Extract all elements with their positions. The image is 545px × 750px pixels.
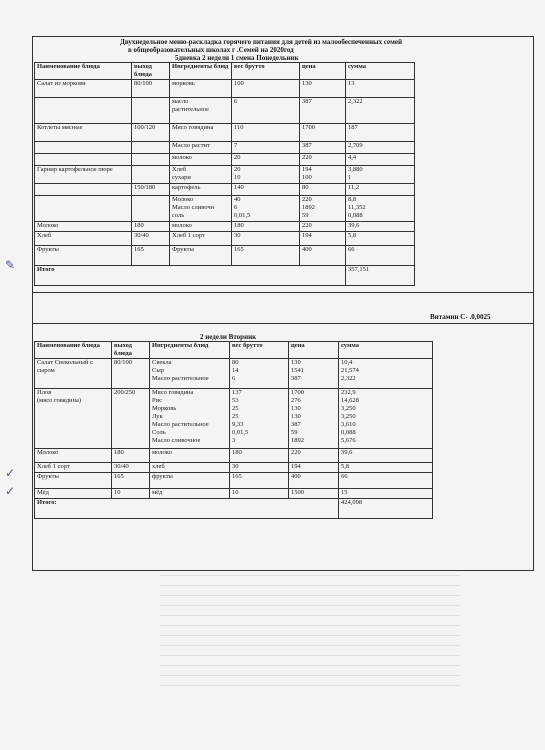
dish-cell: Молоко bbox=[35, 222, 132, 232]
checkmark-icon: ✓ bbox=[5, 484, 16, 498]
total-row bbox=[35, 499, 433, 519]
dish-cell bbox=[35, 184, 132, 196]
sum-cell: 13 bbox=[346, 80, 415, 98]
weight-cell: 180 bbox=[230, 449, 289, 463]
dish-cell: Фрукты bbox=[35, 473, 112, 489]
total-label: Итого: bbox=[35, 499, 339, 519]
weight-cell: 10 bbox=[230, 489, 289, 499]
table-row bbox=[35, 473, 433, 489]
sum-cell: 4,4 bbox=[346, 154, 415, 166]
dish-cell: Гарнир картофельное пюре bbox=[35, 166, 132, 184]
ing-cell: Хлеб сухари bbox=[170, 166, 232, 184]
dish-cell: Хлеб bbox=[35, 232, 132, 246]
col-out: выход блюда bbox=[132, 63, 170, 80]
price-cell: 220 1892 59 bbox=[300, 196, 346, 222]
weight-cell: 20 10 bbox=[232, 166, 300, 184]
col-ing: Ингредиенты блюд bbox=[170, 63, 232, 80]
total-row bbox=[35, 266, 415, 286]
price-cell: 194 bbox=[300, 232, 346, 246]
reverse-side-bleed bbox=[160, 575, 460, 725]
ing-cell: Мясо говядина bbox=[170, 124, 232, 142]
sum-cell: 39,6 bbox=[339, 449, 433, 463]
col-out: выход блюда bbox=[112, 342, 150, 359]
dish-cell: Мёд bbox=[35, 489, 112, 499]
day2-table bbox=[34, 341, 433, 519]
col-ing: Ингредиенты блюд bbox=[150, 342, 230, 359]
price-cell: 220 bbox=[300, 154, 346, 166]
sum-cell: 15 bbox=[339, 489, 433, 499]
ing-cell: молоко bbox=[150, 449, 230, 463]
table-row bbox=[35, 463, 433, 473]
weight-cell: 6 bbox=[232, 98, 300, 124]
vitamin-note: Витамин С- .0,0025 bbox=[430, 313, 491, 321]
col-dish: Наименование блюда bbox=[35, 63, 132, 80]
dish-cell bbox=[35, 142, 132, 154]
price-cell: 194 bbox=[289, 463, 339, 473]
pen-mark-icon: ✎ bbox=[5, 258, 16, 272]
col-sum: сумма bbox=[339, 342, 433, 359]
table-row bbox=[35, 184, 415, 196]
out-cell: 100/120 bbox=[132, 124, 170, 142]
sum-cell: 3,880 1 bbox=[346, 166, 415, 184]
out-cell bbox=[132, 142, 170, 154]
dish-cell: Хлеб 1 сорт bbox=[35, 463, 112, 473]
out-cell: 180 bbox=[112, 449, 150, 463]
price-cell: 220 bbox=[300, 222, 346, 232]
weight-cell: 137 53 25 25 9,33 0,01,5 3 bbox=[230, 389, 289, 449]
weight-cell: 30 bbox=[232, 232, 300, 246]
dish-cell: Фрукты bbox=[35, 246, 132, 266]
weight-cell: 40 6 0,01,5 bbox=[232, 196, 300, 222]
dish-cell: Плов (мясо говядина) bbox=[35, 389, 112, 449]
out-cell: 165 bbox=[112, 473, 150, 489]
ing-cell: Молоко Масло сливочн соль bbox=[170, 196, 232, 222]
sum-cell: 232,9 14,628 3,250 3,250 3,610 0,088 5,676 bbox=[339, 389, 433, 449]
col-weight: вес брутто bbox=[230, 342, 289, 359]
weight-cell: 20 bbox=[232, 154, 300, 166]
out-cell: 10 bbox=[112, 489, 150, 499]
table-row bbox=[35, 389, 433, 449]
col-dish: Наименование блюда bbox=[35, 342, 112, 359]
day2-header-row bbox=[35, 342, 433, 359]
sum-cell: 66 bbox=[346, 246, 415, 266]
weight-cell: 7 bbox=[232, 142, 300, 154]
menu-title-line3: 5дневка 2 недели 1 смена Понедельник bbox=[175, 54, 299, 62]
table-row bbox=[35, 142, 415, 154]
weight-cell: 165 bbox=[232, 246, 300, 266]
dish-cell bbox=[35, 154, 132, 166]
table-row bbox=[35, 154, 415, 166]
out-cell: 80/100 bbox=[112, 359, 150, 389]
sum-cell: 8,8 11,352 0,088 bbox=[346, 196, 415, 222]
out-cell bbox=[132, 98, 170, 124]
table-row bbox=[35, 80, 415, 98]
table-row bbox=[35, 359, 433, 389]
ing-cell: Свекла Сыр Масло растительное bbox=[150, 359, 230, 389]
table-row bbox=[35, 196, 415, 222]
out-cell bbox=[132, 196, 170, 222]
day1-table bbox=[34, 62, 415, 286]
menu-title-line2: в общеобразовательных школах г .Семей на 2020год bbox=[128, 46, 294, 54]
table-row bbox=[35, 246, 415, 266]
sum-cell: 11,2 bbox=[346, 184, 415, 196]
table-row bbox=[35, 98, 415, 124]
price-cell: 387 bbox=[300, 142, 346, 154]
dish-cell bbox=[35, 98, 132, 124]
day1-header-row bbox=[35, 63, 415, 80]
divider bbox=[32, 323, 534, 324]
weight-cell: 140 bbox=[232, 184, 300, 196]
price-cell: 387 bbox=[300, 98, 346, 124]
ing-cell: морковь bbox=[170, 80, 232, 98]
table-row bbox=[35, 489, 433, 499]
sum-cell: 39,6 bbox=[346, 222, 415, 232]
price-cell: 80 bbox=[300, 184, 346, 196]
price-cell: 220 bbox=[289, 449, 339, 463]
total-value: 357,151 bbox=[346, 266, 415, 286]
price-cell: 130 1541 387 bbox=[289, 359, 339, 389]
out-cell: 30/40 bbox=[132, 232, 170, 246]
weight-cell: 180 bbox=[232, 222, 300, 232]
ing-cell: мёд bbox=[150, 489, 230, 499]
weight-cell: 100 bbox=[232, 80, 300, 98]
col-price: цена bbox=[289, 342, 339, 359]
ing-cell: молоко bbox=[170, 222, 232, 232]
ing-cell: Фрукты bbox=[170, 246, 232, 266]
out-cell: 80/100 bbox=[132, 80, 170, 98]
sum-cell: 2,322 bbox=[346, 98, 415, 124]
day2-title: 2 недели Вторник bbox=[200, 333, 257, 341]
weight-cell: 80 14 6 bbox=[230, 359, 289, 389]
out-cell bbox=[132, 166, 170, 184]
price-cell: 400 bbox=[289, 473, 339, 489]
out-cell: 200/250 bbox=[112, 389, 150, 449]
table-row bbox=[35, 232, 415, 246]
col-sum: сумма bbox=[346, 63, 415, 80]
total-label: Итого bbox=[35, 266, 346, 286]
sum-cell: 2,709 bbox=[346, 142, 415, 154]
weight-cell: 110 bbox=[232, 124, 300, 142]
price-cell: 194 100 bbox=[300, 166, 346, 184]
ing-cell: Масло растит bbox=[170, 142, 232, 154]
out-cell: 30/40 bbox=[112, 463, 150, 473]
sum-cell: 66 bbox=[339, 473, 433, 489]
ing-cell: Мясо говядина Рис Морковь Лук Масло растительное Соль Масло сливочное bbox=[150, 389, 230, 449]
sum-cell: 5,8 bbox=[339, 463, 433, 473]
dish-cell: Котлеты мясные bbox=[35, 124, 132, 142]
dish-cell: Салат Свекольный с сыром bbox=[35, 359, 112, 389]
table-row bbox=[35, 166, 415, 184]
col-weight: вес брутто bbox=[232, 63, 300, 80]
table-row bbox=[35, 222, 415, 232]
out-cell: 180 bbox=[132, 222, 170, 232]
price-cell: 1700 bbox=[300, 124, 346, 142]
col-price: цена bbox=[300, 63, 346, 80]
out-cell: 165 bbox=[132, 246, 170, 266]
sum-cell: 187 bbox=[346, 124, 415, 142]
sum-cell: 10,4 21,574 2,322 bbox=[339, 359, 433, 389]
ing-cell: хлеб bbox=[150, 463, 230, 473]
ing-cell: фрукты bbox=[150, 473, 230, 489]
price-cell: 130 bbox=[300, 80, 346, 98]
menu-title-line1: Двухнедельное меню-раскладка горячего питания для детей из малообеспеченных семей bbox=[120, 38, 403, 46]
table-row bbox=[35, 449, 433, 463]
sum-cell: 5,8 bbox=[346, 232, 415, 246]
weight-cell: 165 bbox=[230, 473, 289, 489]
price-cell: 400 bbox=[300, 246, 346, 266]
divider bbox=[32, 292, 534, 293]
ing-cell: картофель bbox=[170, 184, 232, 196]
dish-cell: Молоко bbox=[35, 449, 112, 463]
total-value: 424,098 bbox=[339, 499, 433, 519]
weight-cell: 30 bbox=[230, 463, 289, 473]
out-cell: 150/180 bbox=[132, 184, 170, 196]
dish-cell: Салат из моркови bbox=[35, 80, 132, 98]
dish-cell bbox=[35, 196, 132, 222]
checkmark-icon: ✓ bbox=[5, 466, 16, 480]
out-cell bbox=[132, 154, 170, 166]
ing-cell: масло растительное bbox=[170, 98, 232, 124]
price-cell: 1700 276 130 130 387 59 1892 bbox=[289, 389, 339, 449]
ing-cell: Хлеб 1 сорт bbox=[170, 232, 232, 246]
table-row bbox=[35, 124, 415, 142]
ing-cell: молоко bbox=[170, 154, 232, 166]
price-cell: 1500 bbox=[289, 489, 339, 499]
